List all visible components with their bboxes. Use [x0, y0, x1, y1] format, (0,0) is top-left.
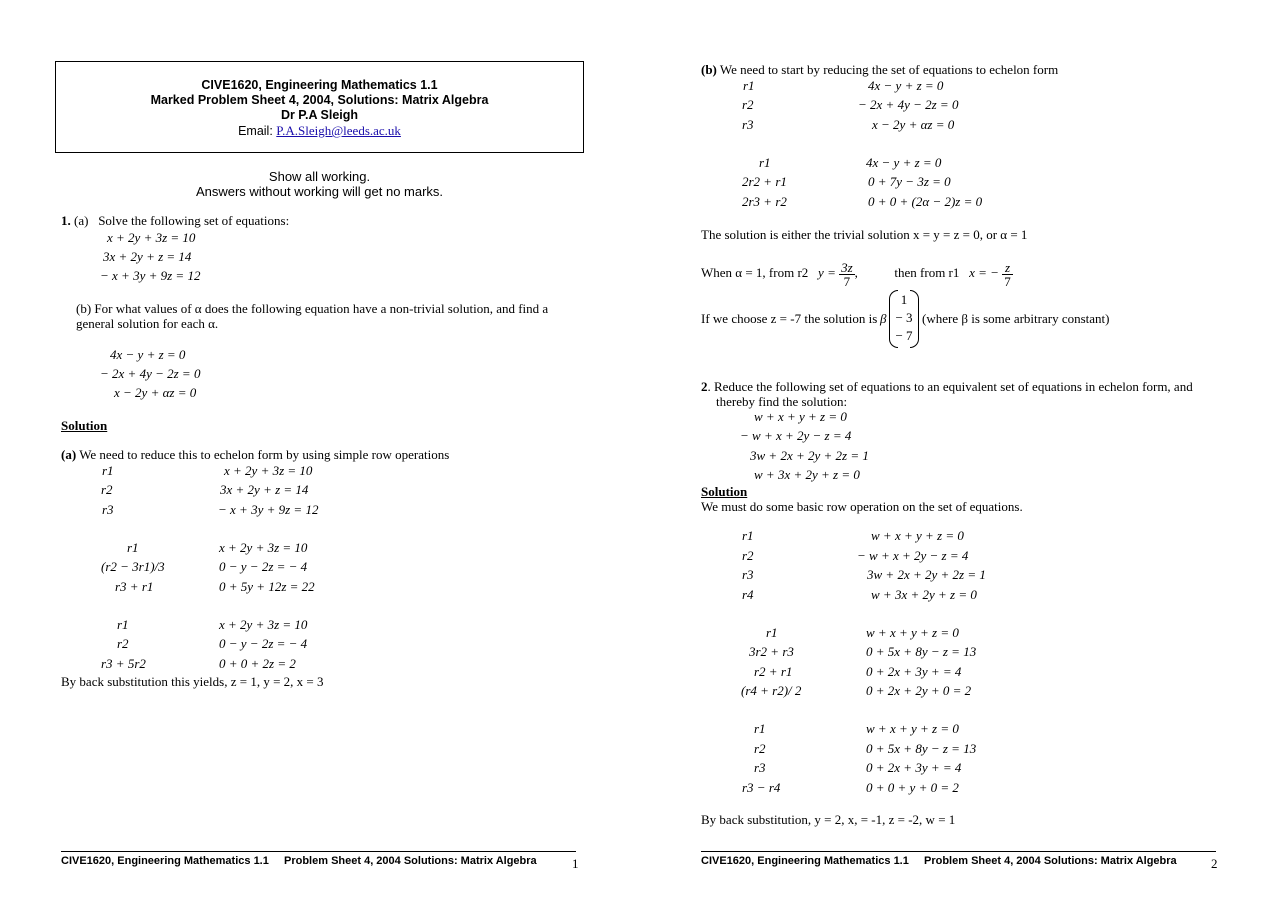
equation: 0 + 0 + y + 0 = 2	[866, 780, 959, 795]
equation: − 2x + 4y − 2z = 0	[858, 97, 959, 112]
row-label: 3r2 + r3	[749, 644, 794, 659]
solution-b-label: (b)	[701, 62, 717, 77]
q1-part-b-text-2: general solution for each α.	[76, 316, 219, 331]
row-label: r3 + r1	[115, 579, 154, 594]
solution-a-intro	[61, 447, 449, 463]
row-label: r1	[754, 721, 766, 736]
row-label: r3	[754, 760, 766, 775]
page-number-1: 1	[572, 856, 579, 871]
equation: w + x + y + z = 0	[866, 625, 959, 640]
course-title: CIVE1620, Engineering Mathematics 1.1	[201, 78, 438, 92]
footer-rule-right	[701, 851, 1216, 852]
equation: 4x − y + z = 0	[868, 78, 944, 93]
row-label: r2	[117, 636, 129, 651]
equation: 0 − y − 2z = − 4	[219, 559, 308, 574]
row-label: r2	[101, 482, 113, 497]
solution-vector	[889, 290, 919, 346]
row-label: 2r3 + r2	[742, 194, 787, 209]
equation: 0 + 7y − 3z = 0	[868, 174, 951, 189]
row-label: r3	[742, 117, 754, 132]
q1-part-a-text: Solve the following set of equations:	[98, 213, 290, 228]
equation: 0 + 0 + (2α − 2)z = 0	[868, 194, 983, 209]
q2-equation: 3w + 2x + 2y + 2z = 1	[750, 448, 869, 463]
header-box	[55, 61, 584, 153]
row-label: (r4 + r2)/ 2	[741, 683, 802, 698]
equation: − w + x + 2y − z = 4	[857, 548, 969, 563]
q2-text-1: . Reduce the following set of equations to an equivalent set of equations in echelon form, and	[707, 379, 1193, 394]
solution-b-text: We need to start by reducing the set of equations to echelon form	[719, 62, 1059, 77]
equation: 0 + 5x + 8y − z = 13	[866, 644, 977, 659]
row-label: r3 + 5r2	[101, 656, 146, 671]
intro-line-2: Answers without working will get no marks.	[195, 184, 444, 199]
q1-eq-b-3: x − 2y + αz = 0	[114, 385, 197, 400]
frac-denominator: 7	[1004, 273, 1011, 289]
q1-eq-a-3: − x + 3y + 9z = 12	[100, 268, 201, 283]
when-comma: ,	[854, 265, 858, 280]
frac-denominator: 7	[843, 273, 851, 289]
equation: 0 + 0 + 2z = 2	[219, 656, 296, 671]
fraction-z-over-7	[1002, 261, 1013, 288]
choose-z-text: If we choose z = -7 the solution is	[701, 311, 878, 326]
row-label: r3	[742, 567, 754, 582]
q2-equation: − w + x + 2y − z = 4	[740, 428, 852, 443]
back-substitution-2: By back substitution, y = 2, x, = -1, z = -2, w = 1	[701, 812, 956, 827]
solution-a-label: (a)	[61, 447, 77, 462]
beta-symbol: β	[880, 311, 887, 326]
vector-entry: − 3	[895, 310, 913, 325]
row-label: r4	[742, 587, 754, 602]
equation: 0 + 5y + 12z = 22	[219, 579, 315, 594]
q2-equation: w + x + y + z = 0	[754, 409, 847, 424]
equation: x + 2y + 3z = 10	[224, 463, 313, 478]
frac-numerator: 3z	[841, 259, 853, 275]
row-label: (r2 − 3r1)/3	[101, 559, 165, 574]
row-label: r2 + r1	[754, 664, 793, 679]
equation: − x + 3y + 9z = 12	[218, 502, 319, 517]
vector-entry: − 7	[895, 328, 913, 343]
equation: w + 3x + 2y + z = 0	[871, 587, 977, 602]
footer-rule-left	[61, 851, 576, 852]
equation: 0 − y − 2z = − 4	[219, 636, 308, 651]
row-label: r2	[742, 548, 754, 563]
row-label: r1	[102, 463, 114, 478]
equation: 3x + 2y + z = 14	[220, 482, 309, 497]
footer-course-left: CIVE1620, Engineering Mathematics 1.1	[61, 855, 269, 867]
email-line	[56, 123, 583, 139]
row-label: r1	[766, 625, 778, 640]
fraction-3z-over-7	[839, 261, 855, 288]
vector-entry: 1	[900, 292, 908, 307]
equation: x + 2y + 3z = 10	[219, 617, 308, 632]
row-label: r3	[102, 502, 114, 517]
row-label: r1	[743, 78, 755, 93]
email-label: Email:	[238, 124, 273, 138]
then-text: then from r1	[894, 265, 960, 280]
equation: 0 + 2x + 3y + = 4	[866, 760, 962, 775]
solution-heading: Solution	[61, 418, 108, 433]
row-label: r2	[754, 741, 766, 756]
solution-a-text: We need to reduce this to echelon form by using simple row operations	[79, 447, 450, 462]
frac-numerator: z	[1002, 261, 1013, 275]
sheet-subtitle: Marked Problem Sheet 4, 2004, Solutions: Matrix Algebra	[150, 93, 489, 107]
q1-eq-a-2: 3x + 2y + z = 14	[103, 249, 192, 264]
q2-equation: w + 3x + 2y + z = 0	[754, 467, 860, 482]
row-label: r2	[742, 97, 754, 112]
q1-number: 1.	[61, 213, 71, 228]
intro-line-1: Show all working.	[268, 169, 371, 184]
email-link[interactable]: P.A.Sleigh@leeds.ac.uk	[276, 123, 401, 138]
back-substitution-1: By back substitution this yields, z = 1, y = 2, x = 3	[61, 674, 324, 689]
footer-title-right: Problem Sheet 4, 2004 Solutions: Matrix Algebra	[924, 855, 1177, 867]
equation: w + x + y + z = 0	[871, 528, 964, 543]
equation: 4x − y + z = 0	[866, 155, 942, 170]
then-x: x = −	[969, 265, 999, 280]
row-label: 2r2 + r1	[742, 174, 787, 189]
q2-text-line-2: thereby find the solution:	[716, 394, 848, 409]
q1-part-b-text-1: (b) For what values of α does the following equation have a non-trivial solution, and find a	[76, 301, 549, 316]
equation: x − 2y + αz = 0	[872, 117, 955, 132]
equation: w + x + y + z = 0	[866, 721, 959, 736]
author-name: Dr P.A Sleigh	[280, 108, 359, 122]
q1-eq-b-2: − 2x + 4y − 2z = 0	[100, 366, 201, 381]
q2-text-line-1	[701, 379, 1193, 395]
q1-header	[61, 213, 289, 229]
page-number-2: 2	[1211, 856, 1218, 871]
equation: 0 + 2x + 2y + 0 = 2	[866, 683, 972, 698]
q2-number: 2	[701, 379, 708, 394]
solution-2-intro: We must do some basic row operation on the set of equations.	[701, 499, 1023, 514]
when-y: y =	[818, 265, 836, 280]
q1-eq-a-1: x + 2y + 3z = 10	[107, 230, 196, 245]
equation: 0 + 5x + 8y − z = 13	[866, 741, 977, 756]
where-beta-text: (where β is some arbitrary constant)	[922, 311, 1110, 326]
equation: 0 + 2x + 3y + = 4	[866, 664, 962, 679]
equation: 3w + 2x + 2y + 2z = 1	[867, 567, 986, 582]
row-label: r3 − r4	[742, 780, 781, 795]
row-label: r1	[742, 528, 754, 543]
solution-b-intro	[701, 62, 1058, 78]
when-alpha-line	[701, 257, 1013, 289]
row-label: r1	[117, 617, 129, 632]
when-text: When α = 1, from r2	[701, 265, 809, 280]
row-label: r1	[759, 155, 771, 170]
footer-title-left: Problem Sheet 4, 2004 Solutions: Matrix Algebra	[284, 855, 537, 867]
solution-2-heading: Solution	[701, 484, 748, 499]
trivial-solution-text: The solution is either the trivial solution x = y = z = 0, or α = 1	[701, 227, 1028, 242]
q1-part-a-label: (a)	[74, 213, 89, 228]
footer-course-right: CIVE1620, Engineering Mathematics 1.1	[701, 855, 909, 867]
equation: x + 2y + 3z = 10	[219, 540, 308, 555]
row-label: r1	[127, 540, 139, 555]
q1-eq-b-1: 4x − y + z = 0	[110, 347, 186, 362]
